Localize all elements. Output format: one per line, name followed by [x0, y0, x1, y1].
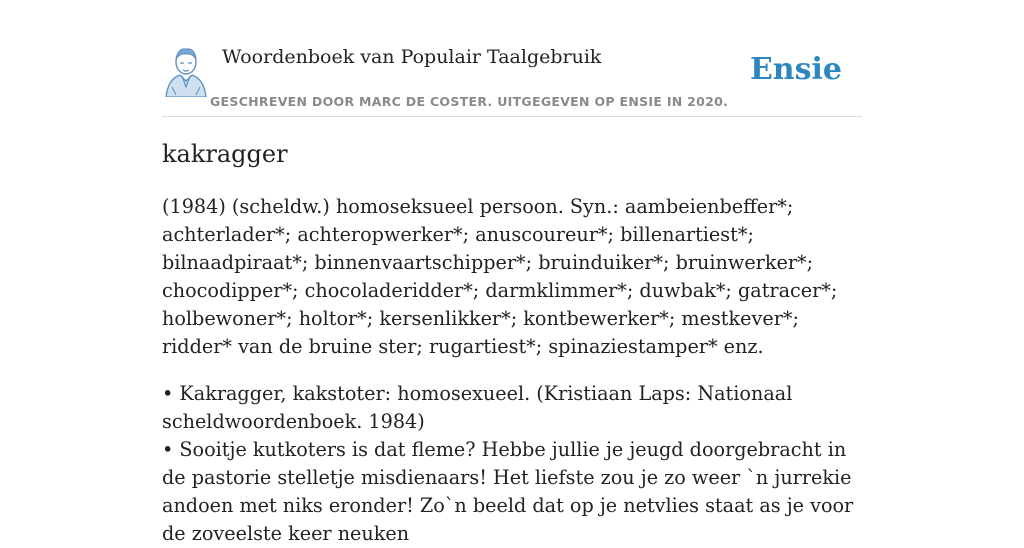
byline: GESCHREVEN DOOR MARC DE COSTER. UITGEGEVEN OP ENSIE IN 2020.: [210, 94, 729, 109]
author-portrait-icon: [162, 45, 210, 97]
book-title[interactable]: Woordenboek van Populair Taalgebruik: [222, 46, 602, 68]
book-header: [162, 40, 862, 117]
quote-1: • Kakragger, kakstoter: homosexueel. (Kristiaan Laps: Nationaal scheldwoordenboek. 1984): [162, 382, 793, 433]
ensie-logo[interactable]: Ensie: [749, 52, 842, 87]
definition-text: (1984) (scheldw.) homoseksueel persoon. Syn.: aambeienbeffer*; achterlader*; achteropwerker*; anuscoureur*; billenartiest*; bilnaadpiraat*; binnenvaartschipper*; bruinduiker*; bruinwerker*; chocodipper*; chocoladeridder*; darmklimmer*; duwbak*; gatracer*; holbewoner*; holtor*; kersenlikker*; kontbewerker*; mestkever*; ridder* van de bruine ster; rugartiest*; spinaziestamper* enz.: [162, 195, 838, 358]
quote-2: • Sooitje kutkoters is dat fleme? Hebbe jullie je jeugd doorgebracht in de pastorie stelletje misdienaars! Het liefste zou je zo weer `n jurrekie andoen met niks eronder! Zo`n beeld dat op je netvlies staat as je voor de zoveelste keer neuken: [162, 438, 854, 545]
entry-body: [162, 193, 866, 548]
entry-term: kakragger: [162, 140, 288, 168]
